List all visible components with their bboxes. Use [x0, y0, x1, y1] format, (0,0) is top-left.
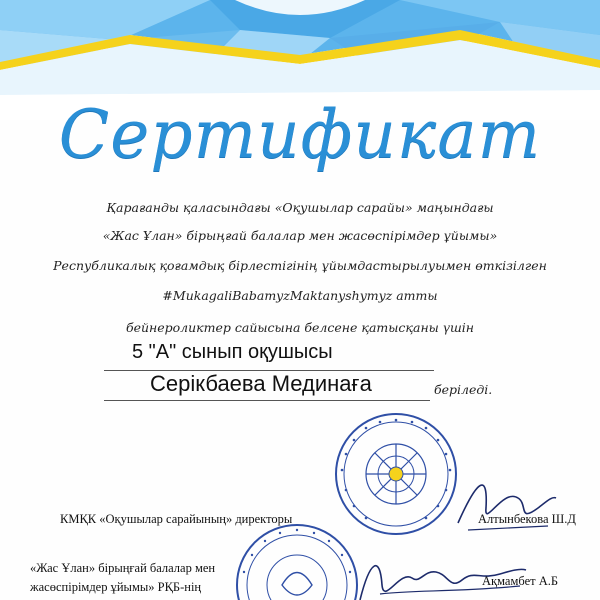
- body-line-3: Республикалық қоғамдық бірлестігінің ұйымдастырылуымен өткізілген: [53, 258, 547, 273]
- body-line-5: бейнероликтер сайысына белсене қатысқаны үшін: [125, 320, 475, 335]
- director-title: КМҚК «Оқушылар сарайының» директоры: [60, 512, 293, 526]
- certificate-title: Сертификат: [58, 96, 542, 173]
- rkb-name: Ақмамбет А.Б: [482, 574, 559, 588]
- director-name: Алтынбекова Ш.Д: [478, 512, 576, 526]
- body-line-4-hashtag: #MukagaliBabamyzMaktanyshymyz атты: [162, 288, 438, 303]
- organization-seal-icon: [232, 520, 362, 600]
- recipient-name: Серікбаева Мединаға: [150, 371, 372, 396]
- official-seal-icon: [332, 410, 460, 538]
- body-line-1: Қарағанды қаласындағы «Оқушылар сарайы» маңындағы: [106, 200, 494, 215]
- rkb-title-line-1: «Жас Ұлан» бірыңғай балалар мен: [30, 561, 216, 575]
- body-line-2: «Жас Ұлан» бірыңғай балалар мен жасөспірімдер ұйымы»: [102, 228, 498, 243]
- given-word: беріледі.: [434, 382, 493, 397]
- director-signature-icon: [448, 468, 558, 538]
- recipient-class: 5 "А" сынып оқушысы: [132, 341, 333, 363]
- rkb-title-line-2: жасөспірімдер ұйымы» РҚБ-нің: [30, 580, 202, 594]
